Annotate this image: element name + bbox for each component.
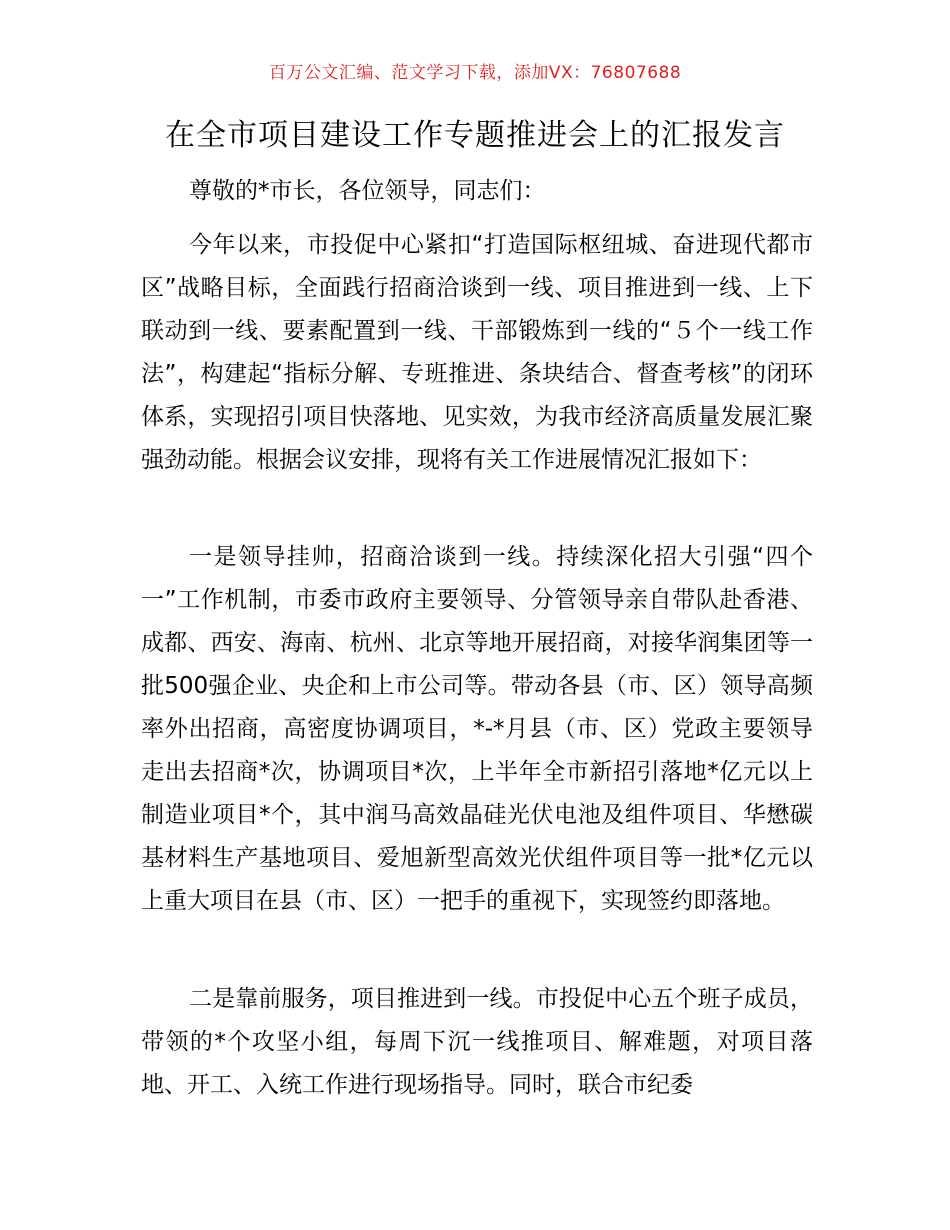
document-title: 在全市项目建设工作专题推进会上的汇报发言 bbox=[165, 118, 785, 153]
watermark-header: 百万公文汇编、范文学习下载，添加VX：76807688 bbox=[268, 63, 682, 83]
salutation: 尊敬的*市长，各位领导，同志们： bbox=[189, 178, 546, 204]
paragraph-service: 二是靠前服务，项目推进到一线。市投促中心五个班子成员，带领的*个攻坚小组，每周下沉一线推项目、解难题，对项目落地、开工、入统工作进行现场指导。同时，联合市纪委 bbox=[141, 986, 813, 1098]
paragraph-intro: 今年以来，市投促中心紧扣“打造国际枢纽城、奋进现代都市区”战略目标，全面践行招商洽谈到一线、项目推进到一线、上下联动到一线、要素配置到一线、干部锻炼到一线的“５个一线工作法”，构建起“指标分解、专班推进、条块结合、督查考核”的闭环体系，实现招引项目快落地、见实效，为我市经济高质量发展汇聚强劲动能。根据会议安排，现将有关工作进展情况汇报如下： bbox=[141, 232, 813, 473]
paragraph-leadership: 一是领导挂帅，招商洽谈到一线。持续深化招大引强“四个一”工作机制，市委市政府主要领导、分管领导亲自带队赴香港、成都、西安、海南、杭州、北京等地开展招商，对接华润集团等一批500强企业、央企和上市公司等。带动各县（市、区）领导高频率外出招商，高密度协调项目，*-*月县（市、区）党政主要领导走出去招商*次，协调项目*次，上半年全市新招引落地*亿元以上制造业项目*个，其中润马高效晶硅光伏电池及组件项目、华懋碳基材料生产基地项目、爱旭新型高效光伏组件项目等一批*亿元以上重大项目在县（市、区）一把手的重视下，实现签约即落地。 bbox=[141, 544, 813, 914]
